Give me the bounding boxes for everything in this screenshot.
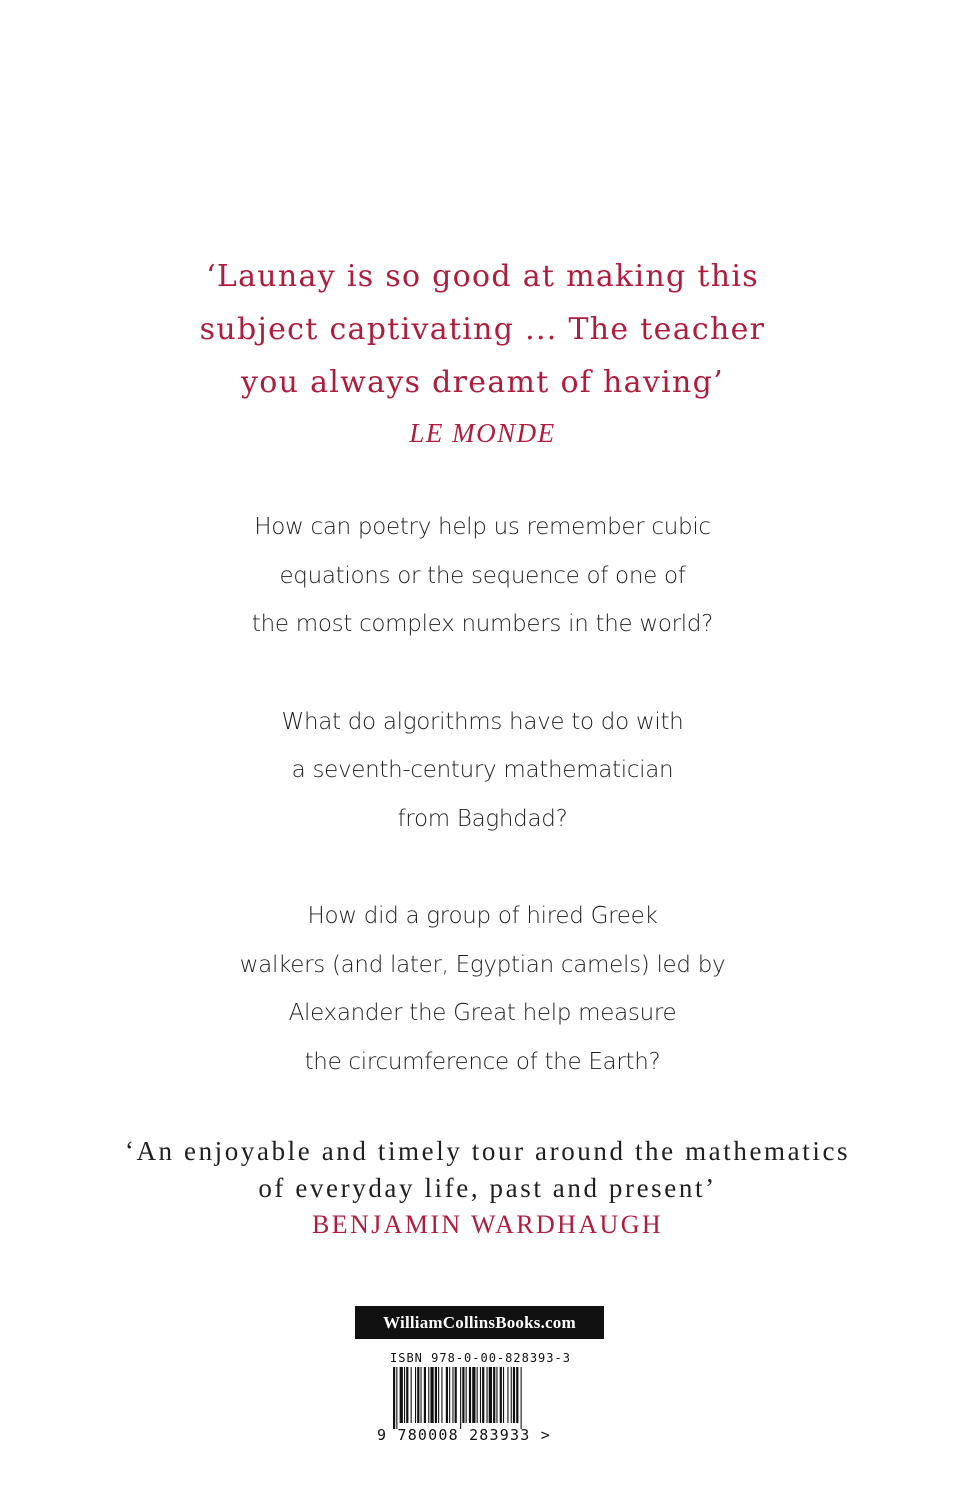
question-line: from Baghdad? (397, 805, 568, 832)
barcode-bar (455, 1367, 457, 1423)
barcode-bar (424, 1367, 426, 1423)
barcode-bar (415, 1367, 416, 1423)
barcode-bar (480, 1367, 481, 1423)
barcode-bar (469, 1367, 471, 1423)
barcode-bar (441, 1367, 442, 1423)
barcode-bar (446, 1367, 448, 1423)
barcode-digits: 9 780008 283933 > (377, 1426, 551, 1444)
question-line: equations or the sequence of one of (279, 562, 686, 589)
barcode-bar (428, 1367, 429, 1423)
question-line: the most complex numbers in the world? (251, 611, 714, 637)
blurb-question (0, 503, 965, 649)
question-line: How can poetry help us remember cubic (254, 514, 711, 540)
barcode-image (393, 1367, 563, 1429)
question-line: What do algorithms have to do with (281, 708, 684, 735)
barcode-bar (462, 1367, 464, 1423)
blurb-questions (0, 503, 965, 1135)
barcode-bar (411, 1367, 412, 1423)
barcode-bar (452, 1367, 453, 1423)
publisher-website-label: WilliamCollinsBooks.com (355, 1306, 604, 1339)
barcode-bar (400, 1367, 403, 1423)
bottom-review-quote (0, 1133, 975, 1242)
barcode-bar (503, 1367, 504, 1423)
barcode-bar (521, 1367, 522, 1429)
bottom-quote-line: ‘An enjoyable and timely tour around the mathematics (124, 1136, 851, 1166)
question-line: Alexander the Great help measure (288, 1000, 677, 1026)
top-review-quote (0, 250, 965, 450)
barcode-bar (438, 1367, 439, 1423)
top-quote-line: you always dreamt of having’ (241, 365, 724, 400)
barcode-bar (493, 1367, 495, 1423)
top-quote-line: subject captivating ... The teacher (199, 312, 766, 347)
barcode-bar (396, 1367, 397, 1429)
barcode-bar (466, 1367, 467, 1423)
barcode-bar (406, 1367, 408, 1423)
question-line: How did a group of hired Greek (307, 903, 658, 929)
barcode-bar (487, 1367, 488, 1423)
bottom-quote-line: of everyday life, past and present’ (258, 1173, 717, 1203)
barcode-bar (511, 1367, 512, 1423)
barcode-bar (496, 1367, 497, 1423)
barcode-bar (430, 1367, 433, 1423)
question-line: walkers (and later, Egyptian camels) led by (239, 951, 726, 978)
barcode-bar (404, 1367, 405, 1423)
question-line: a seventh-century mathematician (291, 757, 674, 783)
blurb-question (0, 892, 965, 1086)
barcode-bar (507, 1367, 508, 1423)
top-quote-line: ‘Launay is so good at making this (206, 259, 759, 294)
isbn-label: ISBN 978-0-00-828393-3 (390, 1351, 571, 1365)
top-quote-attribution: LE MONDE (409, 418, 556, 448)
barcode-bar (449, 1367, 450, 1423)
barcode-bar (393, 1367, 395, 1429)
barcode-bar (500, 1367, 502, 1423)
barcode-bar (482, 1367, 484, 1423)
barcode-bar (477, 1367, 478, 1423)
barcode-bar (489, 1367, 492, 1423)
question-line: the circumference of the Earth? (304, 1048, 661, 1075)
barcode-bar (460, 1367, 461, 1429)
barcode-bar (513, 1367, 515, 1423)
barcode-bar (472, 1367, 475, 1423)
barcode-bar (516, 1367, 518, 1423)
barcode-bar (435, 1367, 437, 1423)
bottom-quote-attribution: BENJAMIN WARDHAUGH (311, 1210, 664, 1239)
barcode-bar (417, 1367, 419, 1423)
barcode-bar (421, 1367, 422, 1423)
blurb-question (0, 698, 965, 844)
